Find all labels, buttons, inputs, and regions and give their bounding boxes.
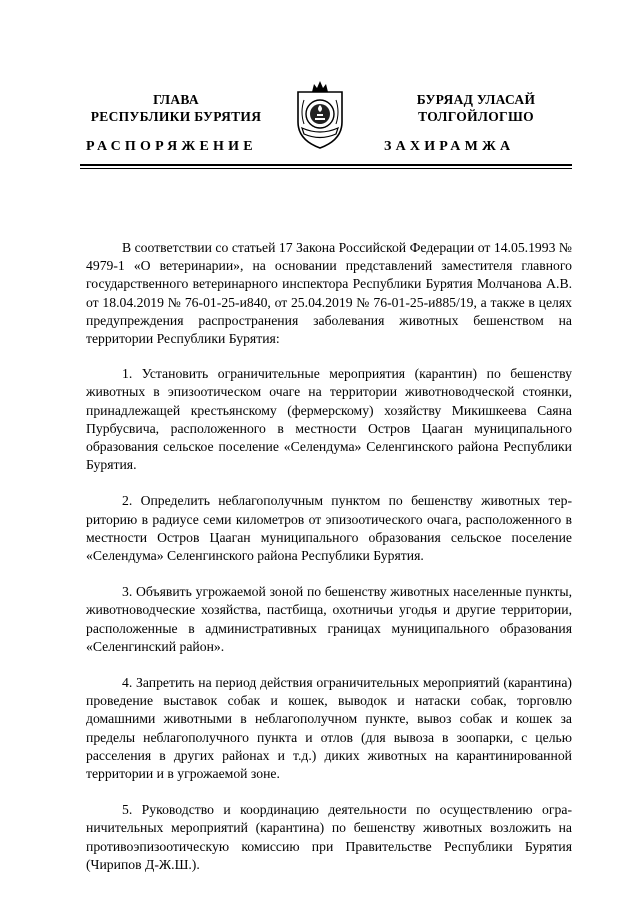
header-divider-thick bbox=[80, 164, 572, 166]
preamble-paragraph: В соответствии со статьей 17 Закона Российской Федерации от 14.05.1993 № 4979-1 «О ветеринарии», на основании представлений заместителя главного государственного ветеринарного инспектора Республики Бурятия Молчанова А.В. от 18.04.2019 № 76-01-25-и840, от 25.04.2019 № 76-01-25-и885/19, а также в целях предупреждения распространения заболевания животных бешенством на территории Республики Бурятия: bbox=[86, 240, 572, 347]
issuer-title-bua bbox=[376, 91, 576, 125]
document-type-ru: РАСПОРЯЖЕНИЕ bbox=[86, 139, 257, 154]
issuer-line-2: РЕСПУБЛИКИ БУРЯТИЯ bbox=[90, 109, 262, 124]
document-body bbox=[86, 239, 572, 892]
clause-1-paragraph: 1. Установить ограничительные мероприятия (карантин) по бешенству животных в эпизоотическом очаге на территории животноводческой стоянки, принадлежащей крестьянскому (фермерскому) хозяйству Микишкеева Саяна Пурбусвича, расположенного в местности Остров Цааган муниципального образования сельское поселение «Селендума» Селенгинского района Республики Бурятия. bbox=[86, 366, 572, 473]
coat-of-arms-icon bbox=[290, 78, 350, 150]
header-divider-thin bbox=[80, 168, 572, 169]
clause-3-paragraph: 3. Объявить угрожаемой зоной по бешенству животных населенные пункты, животноводческие хозяйства, пастбища, охотничьи угодья и другие территории, расположенные в административных границах муниципального образования «Селенгинский район». bbox=[86, 584, 572, 654]
issuer-title-ru bbox=[84, 91, 268, 125]
issuer-line-2-bua: ТОЛГОЙЛОГШО bbox=[418, 109, 534, 124]
clause-2-paragraph: 2. Определить неблагополучным пунктом по бешенству животных территорию в радиусе семи километров от эпизоотического очага, расположенного в местности Остров Цааган муниципального образования сельское поселение «Селендума» Селенгинского района Республики Бурятия. bbox=[86, 493, 572, 564]
clause-4-paragraph: 4. Запретить на период действия ограничительных мероприятий (карантина) проведение выставок собак и кошек, выводок и натаски собак, торговлю домашними животными в неблагополучном пункте, вывоз собак и кошек за пределы неблагополучного пункта и отлов (для вывоза в зоопарки, с целью расселения в других районах и т.д.) диких животных на карантинированной территории и в угрожаемой зоне. bbox=[86, 675, 572, 782]
issuer-line-1-bua: БУРЯАД УЛАСАЙ bbox=[416, 92, 536, 107]
issuer-line-1: ГЛАВА bbox=[153, 92, 199, 107]
clause-5-paragraph: 5. Руководство и координацию деятельности по осуществлению ограничительных мероприятий (карантина) по бешенству животных возложить на противоэпизоотическую комиссию при Правительстве Республики Бурятия (Чирипов Д-Ж.Ш.). bbox=[86, 802, 572, 872]
document-type-bua: ЗАХИРАМЖА bbox=[384, 139, 515, 154]
